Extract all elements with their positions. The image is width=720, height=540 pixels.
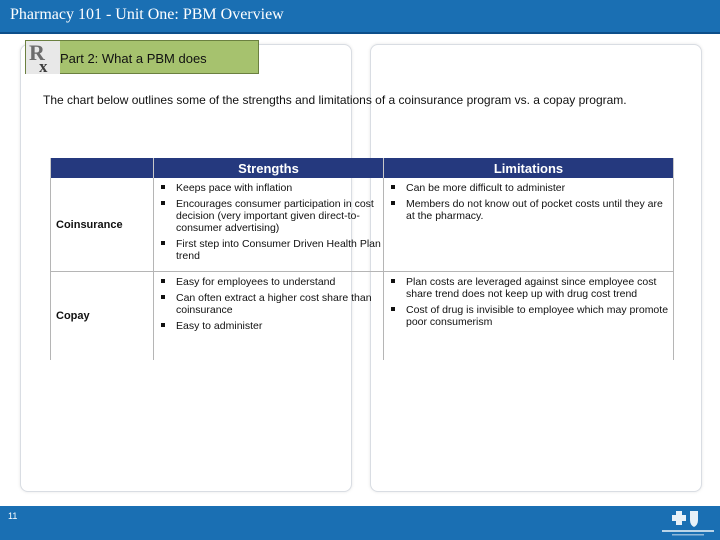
header-bar [0, 0, 720, 34]
page-number: 11 [8, 511, 18, 521]
bcbs-logo [660, 508, 716, 538]
slide-title: Pharmacy 101 - Unit One: PBM Overview [10, 6, 284, 23]
copay-strengths-cell [154, 272, 384, 361]
corner-header-cell [51, 158, 154, 178]
list-item: Members do not know out of pocket costs until they are at the pharmacy. [406, 198, 671, 222]
table-row-coinsurance [51, 178, 674, 272]
list-item: Cost of drug is invisible to employee which may promote poor consumerism [406, 304, 671, 328]
limitations-header: Limitations [384, 158, 674, 178]
table-header-row [51, 158, 674, 178]
coinsurance-strengths-cell [154, 178, 384, 272]
list-item: Encourages consumer participation in cost decision (very important given direct-to-consumer advertising) [176, 198, 381, 234]
intro-text: The chart below outlines some of the strengths and limitations of a coinsurance program vs. a copay program. [43, 93, 627, 107]
list-item: Plan costs are leveraged against since employee cost share trend does not keep up with drug cost trend [406, 276, 671, 300]
list-item: First step into Consumer Driven Health Plan trend [176, 238, 381, 262]
list-item: Keeps pace with inflation [176, 182, 381, 194]
table-row-copay [51, 272, 674, 361]
svg-text:R: R [29, 41, 45, 65]
list-item: Can often extract a higher cost share than coinsurance [176, 292, 381, 316]
coinsurance-limitations-cell [384, 178, 674, 272]
list-item: Can be more difficult to administer [406, 182, 671, 194]
row-label-copay: Copay [51, 272, 154, 361]
comparison-table [50, 158, 674, 360]
list-item: Easy for employees to understand [176, 276, 381, 288]
svg-text:x: x [39, 57, 48, 74]
strengths-header: Strengths [154, 158, 384, 178]
section-heading: Part 2: What a PBM does [60, 51, 207, 66]
footer-bar [0, 506, 720, 540]
rx-icon [26, 41, 60, 74]
copay-limitations-cell [384, 272, 674, 361]
section-heading-box [25, 40, 259, 74]
list-item: Easy to administer [176, 320, 381, 332]
row-label-coinsurance: Coinsurance [51, 178, 154, 272]
